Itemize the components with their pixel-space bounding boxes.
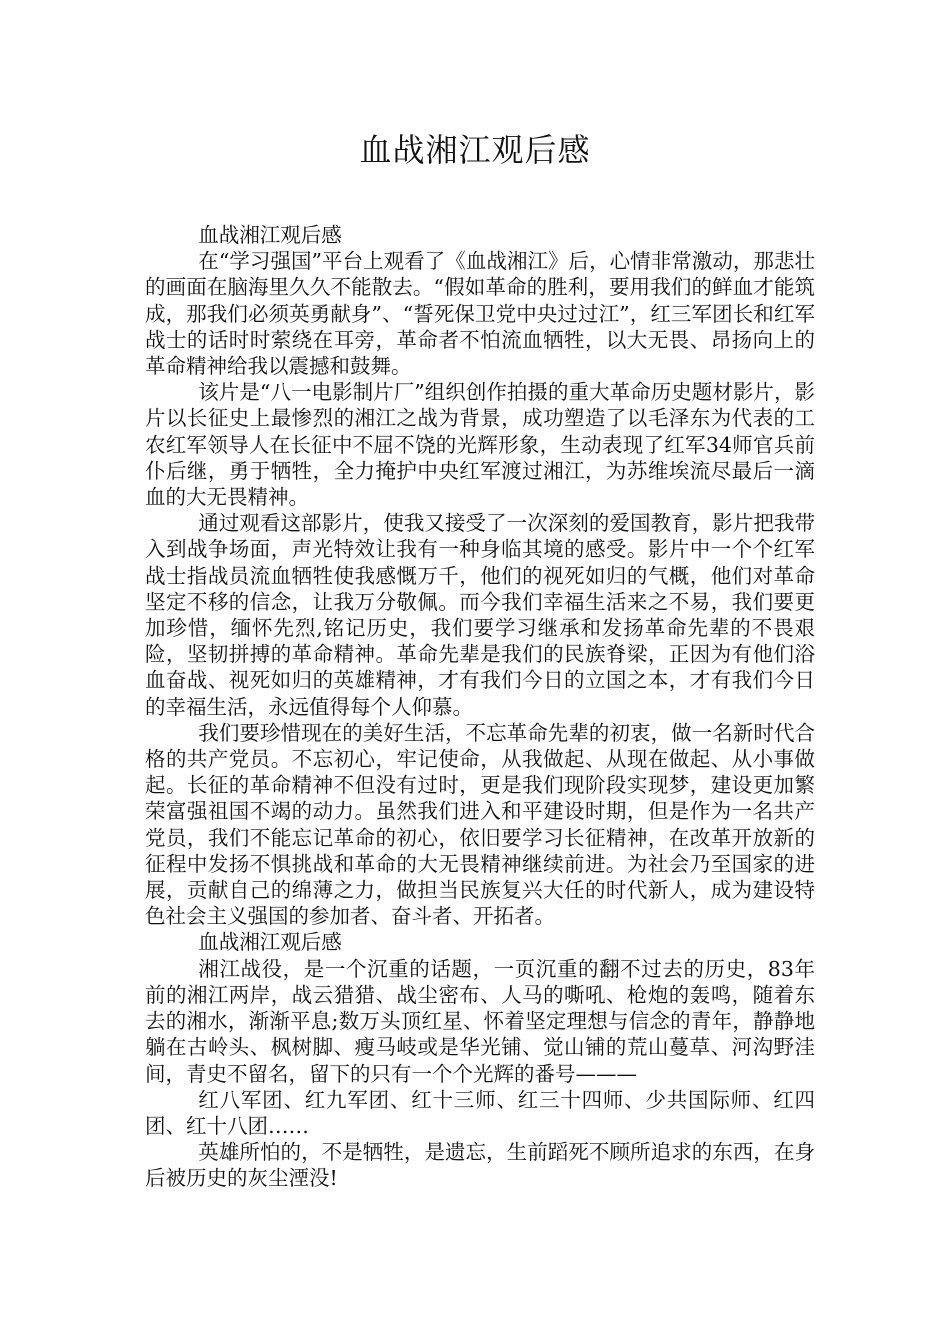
document-body xyxy=(145,222,815,1192)
section-heading: 血战湘江观后感 xyxy=(198,223,342,247)
document-title: 血战湘江观后感 xyxy=(359,131,591,169)
paragraph: 在“学习强国”平台上观看了《血战湘江》后，心情非常激动，那悲壮的画面在脑海里久久不能散去。“假如革命的胜利，要用我们的鲜血才能筑成，那我们必须英勇献身”、“誓死保卫党中央过过江”，红三军团长和红军战士的话时时萦绕在耳旁，革命者不怕流血牺牲，以大无畏、昂扬向上的革命精神给我以震撼和鼓舞。 xyxy=(145,249,815,379)
paragraph: 红八军团、红九军团、红十三师、红三十四师、少共国际师、红四团、红十八团…… xyxy=(145,1087,815,1138)
paragraph: 湘江战役，是一个沉重的话题，一页沉重的翻不过去的历史，83年前的湘江两岸，战云猎猎、战尘密布、人马的嘶吼、枪炮的轰鸣，随着东去的湘水，渐渐平息;数万头顶红星、怀着坚定理想与信念的青年，静静地躺在古岭头、枫树脚、瘦马岐或是华光铺、觉山铺的荒山蔓草、河沟野洼间，青史不留名，留下的只有一个个光辉的番号——— xyxy=(145,956,815,1086)
paragraph: 我们要珍惜现在的美好生活，不忘革命先辈的初衷，做一名新时代合格的共产党员。不忘初心，牢记使命，从我做起、从现在做起、从小事做起。长征的革命精神不但没有过时，更是我们现阶段实现梦，建设更加繁荣富强祖国不竭的动力。虽然我们进入和平建设时期，但是作为一名共产党员，我们不能忘记革命的初心，依旧要学习长征精神，在改革开放新的征程中发扬不惧挑战和革命的大无畏精神继续前进。为社会乃至国家的进展，贡献自己的绵薄之力，做担当民族复兴大任的时代新人，成为建设特色社会主义强国的参加者、奋斗者、开拓者。 xyxy=(145,720,815,929)
paragraph: 通过观看这部影片，使我又接受了一次深刻的爱国教育，影片把我带入到战争场面，声光特效让我有一种身临其境的感受。影片中一个个红军战士指战员流血牺牲使我感慨万千，他们的视死如归的气概，他们对革命坚定不移的信念，让我万分敬佩。而今我们幸福生活来之不易，我们要更加珍惜，缅怀先烈,铭记历史，我们要学习继承和发扬革命先辈的不畏艰险，坚韧拼搏的革命精神。革命先辈是我们的民族脊梁，正因为有他们浴血奋战、视死如归的英雄精神，才有我们今日的立国之本，才有我们今日的幸福生活，永远值得每个人仰慕。 xyxy=(145,511,815,719)
section-heading: 血战湘江观后感 xyxy=(198,930,342,955)
paragraph: 英雄所怕的，不是牺牲，是遗忘，生前蹈死不顾所追求的东西，在身后被历史的灰尘湮没! xyxy=(145,1140,815,1191)
paragraph: 该片是“八一电影制片厂”组织创作拍摄的重大革命历史题材影片，影片以长征史上最惨烈的湘江之战为背景，成功塑造了以毛泽东为代表的工农红军领导人在长征中不屈不饶的光辉形象，生动表现了红军34师官兵前仆后继，勇于牺牲，全力掩护中央红军渡过湘江，为苏维埃流尽最后一滴血的大无畏精神。 xyxy=(145,380,815,510)
